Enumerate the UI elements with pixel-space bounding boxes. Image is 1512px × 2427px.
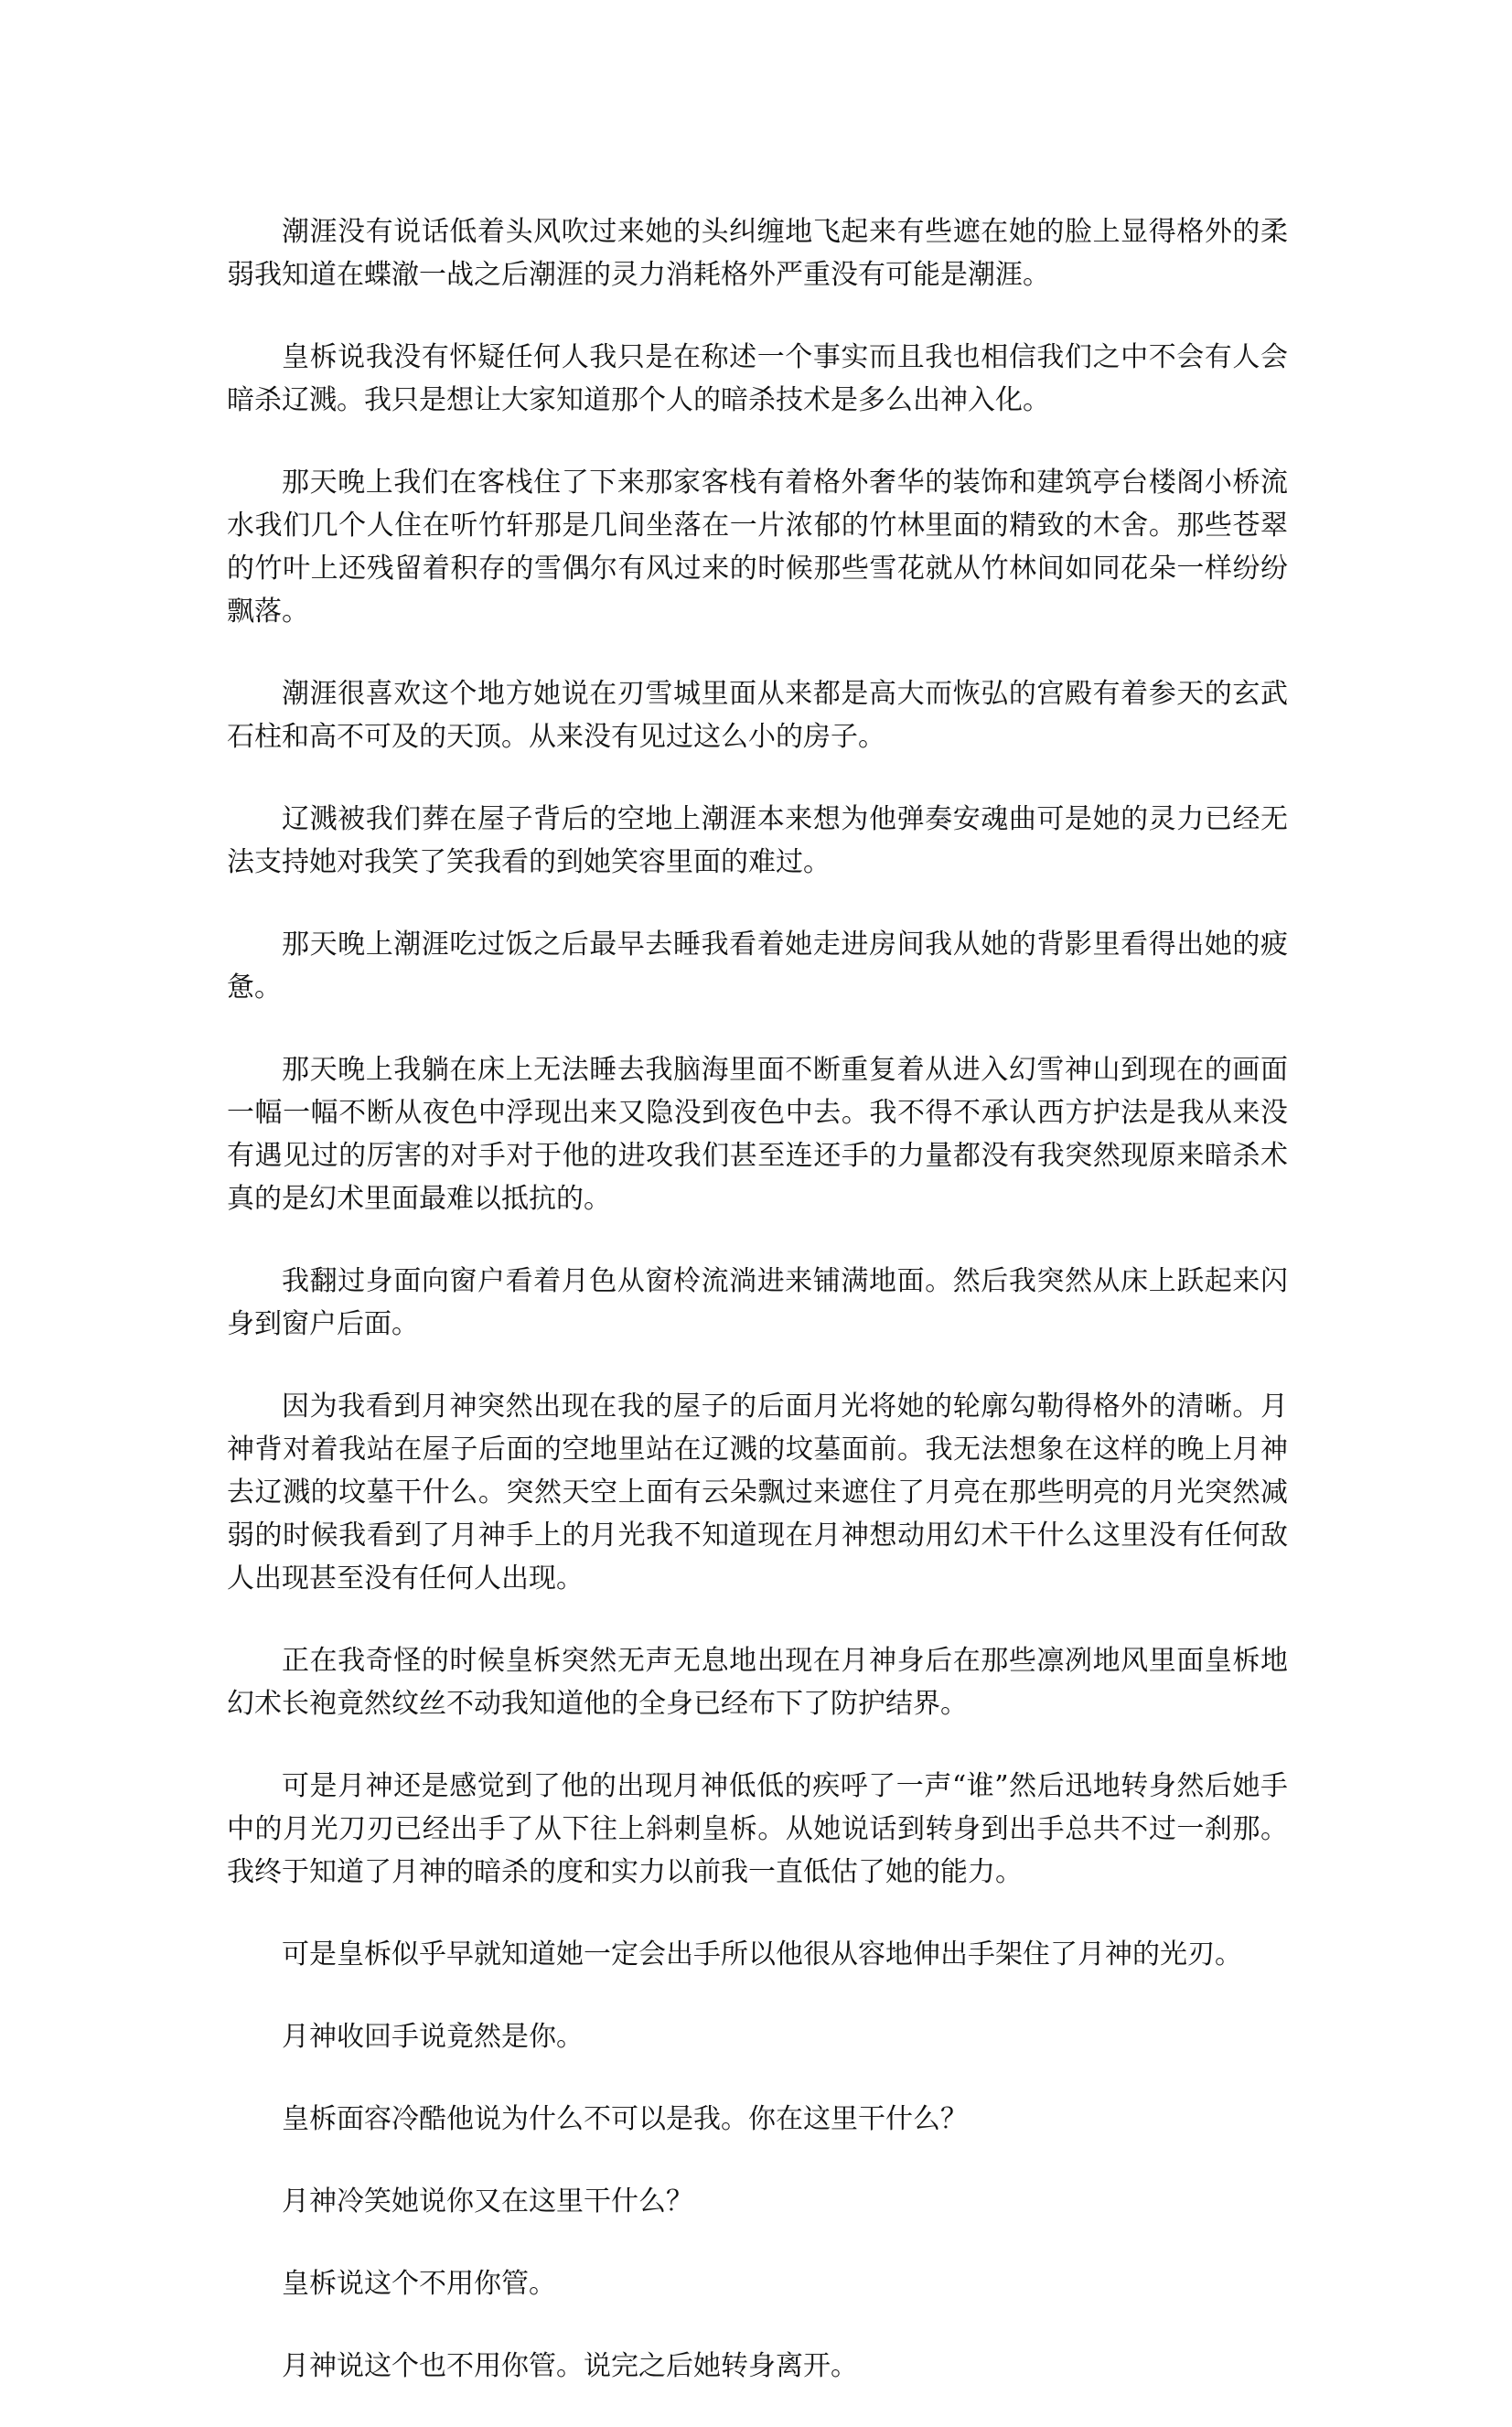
paragraph: 皇柝面容冷酷他说为什么不可以是我。你在这里干什么？ (282, 2103, 968, 2135)
paragraph: 因为我看到月神突然出现在我的屋子的后面月光将她的轮廓勾勒得格外的清晰。月神背对着我站在屋子后面的空地里站在辽溅的坟墓面前。我无法想象在这样的晚上月神去辽溅的坟墓干什么。突然天空上面有云朵飘过来遮住了月亮在那些明亮的月光突然减弱的时候我看到了月神手上的月光我不知道现在月神想动用幻术干什么这里没有任何敌人出现甚至没有任何人出现。 (227, 1391, 1288, 1595)
paragraph: 皇柝说这个不用你管。 (282, 2268, 556, 2300)
paragraph: 皇柝说我没有怀疑任何人我只是在称述一个事实而且我也相信我们之中不会有人会暗杀辽溅。我只是想让大家知道那个人的暗杀技术是多么出神入化。 (227, 341, 1288, 416)
document-body (227, 210, 1288, 2427)
paragraph: 可是月神还是感觉到了他的出现月神低低的疾呼了一声“谁”然后迅地转身然后她手中的月光刀刃已经出手了从下往上斜刺皇柝。从她说话到转身到出手总共不过一刹那。我终于知道了月神的暗杀的度和实力以前我一直低估了她的能力。 (227, 1770, 1288, 1888)
paragraph: 可是皇柝似乎早就知道她一定会出手所以他很从容地伸出手架住了月神的光刃。 (282, 1938, 1242, 1971)
paragraph: 那天晚上潮涯吃过饭之后最早去睡我看着她走进房间我从她的背影里看得出她的疲惫。 (227, 929, 1288, 1004)
paragraph: 潮涯很喜欢这个地方她说在刃雪城里面从来都是高大而恢弘的宫殿有着参天的玄武石柱和高不可及的天顶。从来没有见过这么小的房子。 (227, 678, 1288, 753)
paragraph: 正在我奇怪的时候皇柝突然无声无息地出现在月神身后在那些凛冽地风里面皇柝地幻术长袍竟然纹丝不动我知道他的全身已经布下了防护结界。 (227, 1645, 1288, 1720)
paragraph: 辽溅被我们葬在屋子背后的空地上潮涯本来想为他弹奏安魂曲可是她的灵力已经无法支持她对我笑了笑我看的到她笑容里面的难过。 (227, 803, 1288, 878)
paragraph: 那天晚上我们在客栈住了下来那家客栈有着格外奢华的装饰和建筑亭台楼阁小桥流水我们几个人住在听竹轩那是几间坐落在一片浓郁的竹林里面的精致的木舍。那些苍翠的竹叶上还残留着积存的雪偶尔有风过来的时候那些雪花就从竹林间如同花朵一样纷纷飘落。 (227, 467, 1288, 628)
paragraph: 月神收回手说竟然是你。 (282, 2021, 584, 2053)
paragraph: 我翻过身面向窗户看着月色从窗柃流淌进来铺满地面。然后我突然从床上跃起来闪身到窗户后面。 (227, 1265, 1288, 1340)
paragraph: 月神冷笑她说你又在这里干什么？ (282, 2185, 693, 2218)
paragraph: 潮涯没有说话低着头风吹过来她的头纠缠地飞起来有些遮在她的脸上显得格外的柔弱我知道在蝶澈一战之后潮涯的灵力消耗格外严重没有可能是潮涯。 (227, 216, 1288, 291)
paragraph: 月神说这个也不用你管。说完之后她转身离开。 (282, 2350, 858, 2382)
paragraph: 那天晚上我躺在床上无法睡去我脑海里面不断重复着从进入幻雪神山到现在的画面一幅一幅不断从夜色中浮现出来又隐没到夜色中去。我不得不承认西方护法是我从来没有遇见过的厉害的对手对于他的进攻我们甚至连还手的力量都没有我突然现原来暗杀术真的是幻术里面最难以抵抗的。 (227, 1054, 1288, 1215)
